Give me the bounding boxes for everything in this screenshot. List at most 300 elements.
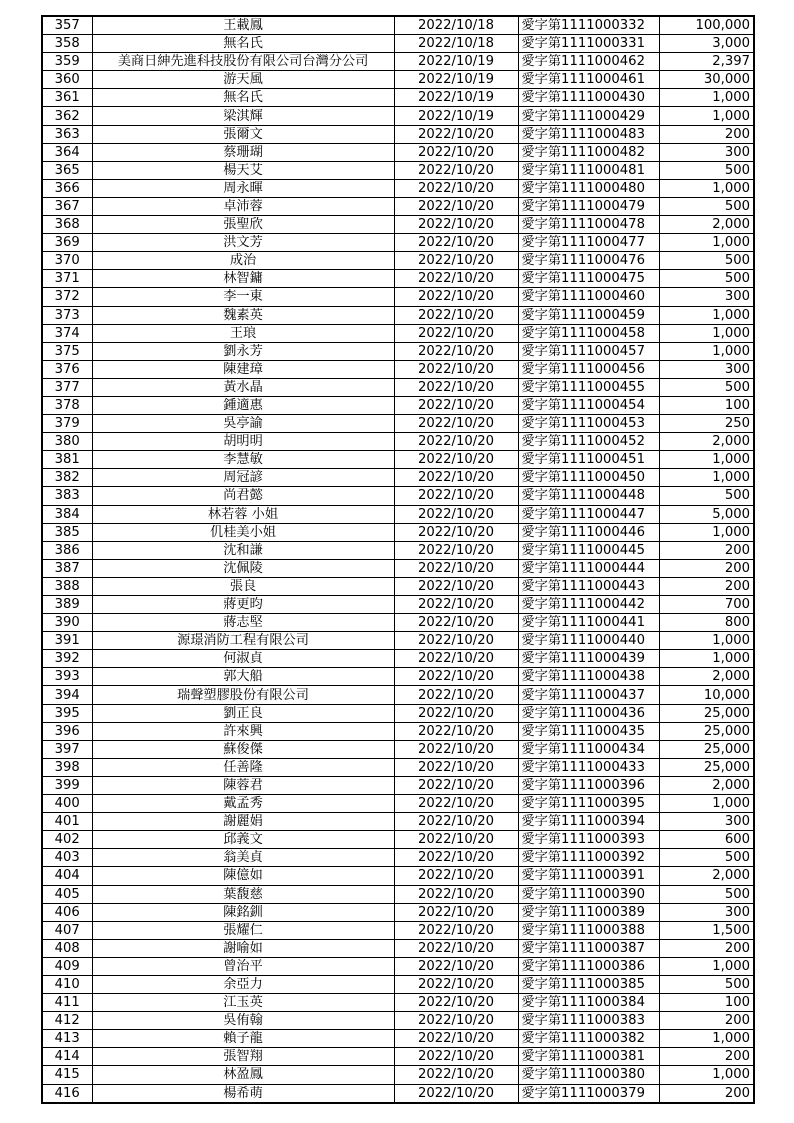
donor-name: 張良 — [92, 577, 394, 595]
receipt-number: 愛字第1111000453 — [518, 415, 659, 433]
row-number: 384 — [42, 505, 92, 523]
table-row — [42, 252, 754, 270]
receipt-number: 愛字第1111000393 — [518, 831, 659, 849]
donation-amount: 500 — [659, 849, 754, 867]
row-number: 358 — [42, 35, 92, 53]
table-row — [42, 1012, 754, 1030]
donor-name: 魏素英 — [92, 306, 394, 324]
donation-amount: 1,000 — [659, 632, 754, 650]
receipt-number: 愛字第1111000455 — [518, 378, 659, 396]
donation-amount: 25,000 — [659, 722, 754, 740]
table-row — [42, 994, 754, 1012]
donor-name: 翁美貞 — [92, 849, 394, 867]
row-number: 387 — [42, 559, 92, 577]
donation-date: 2022/10/20 — [394, 795, 518, 813]
donation-date: 2022/10/20 — [394, 1048, 518, 1066]
donation-amount: 1,000 — [659, 795, 754, 813]
receipt-number: 愛字第1111000448 — [518, 487, 659, 505]
donor-name: 余亞力 — [92, 975, 394, 993]
donor-name: 周冠諺 — [92, 469, 394, 487]
donation-date: 2022/10/20 — [394, 161, 518, 179]
row-number: 374 — [42, 324, 92, 342]
row-number: 366 — [42, 179, 92, 197]
donation-amount: 200 — [659, 559, 754, 577]
row-number: 359 — [42, 53, 92, 71]
donation-date: 2022/10/20 — [394, 306, 518, 324]
donation-amount: 1,000 — [659, 957, 754, 975]
table-row — [42, 957, 754, 975]
donation-amount: 1,000 — [659, 89, 754, 107]
row-number: 407 — [42, 921, 92, 939]
receipt-number: 愛字第1111000475 — [518, 270, 659, 288]
donation-date: 2022/10/20 — [394, 758, 518, 776]
row-number: 410 — [42, 975, 92, 993]
donor-name: 謝麗娟 — [92, 813, 394, 831]
donation-amount: 200 — [659, 1048, 754, 1066]
donation-amount: 300 — [659, 288, 754, 306]
donation-amount: 1,000 — [659, 324, 754, 342]
receipt-number: 愛字第1111000457 — [518, 342, 659, 360]
table-row — [42, 53, 754, 71]
donation-date: 2022/10/20 — [394, 342, 518, 360]
donation-date: 2022/10/20 — [394, 451, 518, 469]
row-number: 411 — [42, 994, 92, 1012]
receipt-number: 愛字第1111000450 — [518, 469, 659, 487]
donor-name: 陳銘釧 — [92, 903, 394, 921]
row-number: 386 — [42, 541, 92, 559]
donation-amount: 300 — [659, 143, 754, 161]
donation-date: 2022/10/20 — [394, 1012, 518, 1030]
donation-amount: 200 — [659, 1012, 754, 1030]
donor-name: 源璟消防工程有限公司 — [92, 632, 394, 650]
donation-amount: 200 — [659, 125, 754, 143]
row-number: 393 — [42, 668, 92, 686]
donation-date: 2022/10/20 — [394, 143, 518, 161]
row-number: 367 — [42, 197, 92, 215]
row-number: 404 — [42, 867, 92, 885]
donation-date: 2022/10/20 — [394, 487, 518, 505]
donor-name: 陳建璋 — [92, 360, 394, 378]
donor-name: 胡明明 — [92, 433, 394, 451]
table-row — [42, 776, 754, 794]
donation-date: 2022/10/20 — [394, 505, 518, 523]
donation-amount: 25,000 — [659, 740, 754, 758]
row-number: 361 — [42, 89, 92, 107]
donation-amount: 500 — [659, 378, 754, 396]
donor-name: 無名氏 — [92, 89, 394, 107]
receipt-number: 愛字第1111000332 — [518, 16, 659, 35]
donation-amount: 250 — [659, 415, 754, 433]
donation-amount: 500 — [659, 270, 754, 288]
receipt-number: 愛字第1111000388 — [518, 921, 659, 939]
table-row — [42, 125, 754, 143]
row-number: 362 — [42, 107, 92, 125]
donor-name: 江玉英 — [92, 994, 394, 1012]
donation-amount: 1,000 — [659, 342, 754, 360]
receipt-number: 愛字第1111000430 — [518, 89, 659, 107]
table-row — [42, 1066, 754, 1084]
table-row — [42, 1084, 754, 1103]
donor-name: 林盈鳳 — [92, 1066, 394, 1084]
row-number: 357 — [42, 16, 92, 35]
receipt-number: 愛字第1111000381 — [518, 1048, 659, 1066]
receipt-number: 愛字第1111000387 — [518, 939, 659, 957]
donation-date: 2022/10/20 — [394, 469, 518, 487]
receipt-number: 愛字第1111000396 — [518, 776, 659, 794]
donor-name: 黃水晶 — [92, 378, 394, 396]
donation-amount: 25,000 — [659, 758, 754, 776]
table-row — [42, 849, 754, 867]
donation-amount: 500 — [659, 197, 754, 215]
receipt-number: 愛字第1111000389 — [518, 903, 659, 921]
table-row — [42, 577, 754, 595]
table-row — [42, 89, 754, 107]
table-row — [42, 35, 754, 53]
donation-amount: 200 — [659, 577, 754, 595]
receipt-number: 愛字第1111000482 — [518, 143, 659, 161]
row-number: 382 — [42, 469, 92, 487]
donation-amount: 800 — [659, 614, 754, 632]
donor-name: 賴子龍 — [92, 1030, 394, 1048]
donor-name: 尚君懿 — [92, 487, 394, 505]
receipt-number: 愛字第1111000440 — [518, 632, 659, 650]
table-row — [42, 234, 754, 252]
donation-amount: 1,000 — [659, 107, 754, 125]
table-row — [42, 415, 754, 433]
donor-name: 吳亭諭 — [92, 415, 394, 433]
donation-amount: 200 — [659, 1084, 754, 1103]
row-number: 383 — [42, 487, 92, 505]
receipt-number: 愛字第1111000382 — [518, 1030, 659, 1048]
receipt-number: 愛字第1111000395 — [518, 795, 659, 813]
receipt-number: 愛字第1111000386 — [518, 957, 659, 975]
row-number: 408 — [42, 939, 92, 957]
table-row — [42, 378, 754, 396]
row-number: 379 — [42, 415, 92, 433]
donation-date: 2022/10/20 — [394, 994, 518, 1012]
row-number: 371 — [42, 270, 92, 288]
donor-name: 美商日紳先進科技股份有限公司台灣分公司 — [92, 53, 394, 71]
donation-amount: 1,000 — [659, 523, 754, 541]
donation-date: 2022/10/20 — [394, 686, 518, 704]
donation-date: 2022/10/20 — [394, 867, 518, 885]
receipt-number: 愛字第1111000483 — [518, 125, 659, 143]
donor-name: 曾治平 — [92, 957, 394, 975]
row-number: 391 — [42, 632, 92, 650]
row-number: 385 — [42, 523, 92, 541]
donor-name: 李一東 — [92, 288, 394, 306]
donor-name: 葉馥慈 — [92, 885, 394, 903]
donation-amount: 2,000 — [659, 867, 754, 885]
donation-date: 2022/10/20 — [394, 378, 518, 396]
receipt-number: 愛字第1111000478 — [518, 216, 659, 234]
donation-amount: 200 — [659, 939, 754, 957]
donation-amount: 300 — [659, 903, 754, 921]
donation-date: 2022/10/20 — [394, 614, 518, 632]
donation-date: 2022/10/19 — [394, 107, 518, 125]
receipt-number: 愛字第1111000383 — [518, 1012, 659, 1030]
table-row — [42, 324, 754, 342]
donation-date: 2022/10/20 — [394, 650, 518, 668]
donation-amount: 2,000 — [659, 216, 754, 234]
table-row — [42, 704, 754, 722]
receipt-number: 愛字第1111000392 — [518, 849, 659, 867]
donation-date: 2022/10/20 — [394, 559, 518, 577]
row-number: 381 — [42, 451, 92, 469]
donation-amount: 2,397 — [659, 53, 754, 71]
donor-name: 蔣更昀 — [92, 596, 394, 614]
donor-name: 李慧敏 — [92, 451, 394, 469]
receipt-number: 愛字第1111000435 — [518, 722, 659, 740]
row-number: 370 — [42, 252, 92, 270]
donor-name: 張耀仁 — [92, 921, 394, 939]
table-row — [42, 342, 754, 360]
donation-date: 2022/10/20 — [394, 939, 518, 957]
donation-date: 2022/10/20 — [394, 704, 518, 722]
receipt-number: 愛字第1111000447 — [518, 505, 659, 523]
donor-name: 沈和謙 — [92, 541, 394, 559]
donation-amount: 1,000 — [659, 179, 754, 197]
donor-name: 陳億如 — [92, 867, 394, 885]
donor-name: 張爾文 — [92, 125, 394, 143]
receipt-number: 愛字第1111000451 — [518, 451, 659, 469]
row-number: 373 — [42, 306, 92, 324]
receipt-number: 愛字第1111000433 — [518, 758, 659, 776]
donor-name: 楊希萌 — [92, 1084, 394, 1103]
donation-amount: 500 — [659, 252, 754, 270]
donation-amount: 1,000 — [659, 306, 754, 324]
table-row — [42, 975, 754, 993]
table-row — [42, 614, 754, 632]
donor-name: 楊天艾 — [92, 161, 394, 179]
donation-date: 2022/10/19 — [394, 71, 518, 89]
donor-name: 林智鏞 — [92, 270, 394, 288]
table-row — [42, 143, 754, 161]
donation-date: 2022/10/20 — [394, 324, 518, 342]
receipt-number: 愛字第1111000452 — [518, 433, 659, 451]
donation-amount: 3,000 — [659, 35, 754, 53]
table-row — [42, 107, 754, 125]
row-number: 377 — [42, 378, 92, 396]
donation-amount: 1,000 — [659, 451, 754, 469]
receipt-number: 愛字第1111000454 — [518, 396, 659, 414]
row-number: 412 — [42, 1012, 92, 1030]
row-number: 398 — [42, 758, 92, 776]
row-number: 389 — [42, 596, 92, 614]
row-number: 394 — [42, 686, 92, 704]
donation-date: 2022/10/20 — [394, 722, 518, 740]
donation-date: 2022/10/20 — [394, 396, 518, 414]
donation-date: 2022/10/18 — [394, 35, 518, 53]
row-number: 365 — [42, 161, 92, 179]
table-row — [42, 1030, 754, 1048]
receipt-number: 愛字第1111000456 — [518, 360, 659, 378]
donor-name: 蔡珊瑚 — [92, 143, 394, 161]
receipt-number: 愛字第1111000446 — [518, 523, 659, 541]
donation-amount: 500 — [659, 487, 754, 505]
donation-amount: 500 — [659, 885, 754, 903]
receipt-number: 愛字第1111000390 — [518, 885, 659, 903]
donor-name: 蔣志堅 — [92, 614, 394, 632]
donor-name: 吳侑翰 — [92, 1012, 394, 1030]
donation-amount: 500 — [659, 161, 754, 179]
receipt-number: 愛字第1111000477 — [518, 234, 659, 252]
donation-amount: 300 — [659, 360, 754, 378]
donor-name: 梁淇輝 — [92, 107, 394, 125]
receipt-number: 愛字第1111000441 — [518, 614, 659, 632]
receipt-number: 愛字第1111000443 — [518, 577, 659, 595]
table-row — [42, 541, 754, 559]
donation-amount: 1,500 — [659, 921, 754, 939]
table-row — [42, 396, 754, 414]
donation-date: 2022/10/20 — [394, 541, 518, 559]
donation-amount: 2,000 — [659, 668, 754, 686]
table-row — [42, 505, 754, 523]
donation-date: 2022/10/19 — [394, 53, 518, 71]
donor-name: 卓沛蓉 — [92, 197, 394, 215]
donor-name: 任善隆 — [92, 758, 394, 776]
donor-name: 郭大船 — [92, 668, 394, 686]
receipt-number: 愛字第1111000460 — [518, 288, 659, 306]
donation-date: 2022/10/20 — [394, 577, 518, 595]
row-number: 399 — [42, 776, 92, 794]
row-number: 364 — [42, 143, 92, 161]
table-row — [42, 161, 754, 179]
donor-name: 沈佩陵 — [92, 559, 394, 577]
row-number: 416 — [42, 1084, 92, 1103]
receipt-number: 愛字第1111000380 — [518, 1066, 659, 1084]
row-number: 400 — [42, 795, 92, 813]
donation-date: 2022/10/20 — [394, 252, 518, 270]
donation-amount: 1,000 — [659, 234, 754, 252]
row-number: 360 — [42, 71, 92, 89]
table-row — [42, 469, 754, 487]
donor-name: 謝喻如 — [92, 939, 394, 957]
donor-name: 劉永芳 — [92, 342, 394, 360]
donation-date: 2022/10/20 — [394, 776, 518, 794]
table-row — [42, 885, 754, 903]
donor-name: 鍾適惠 — [92, 396, 394, 414]
donation-amount: 5,000 — [659, 505, 754, 523]
donation-amount: 100 — [659, 396, 754, 414]
row-number: 369 — [42, 234, 92, 252]
donor-name: 何淑貞 — [92, 650, 394, 668]
row-number: 414 — [42, 1048, 92, 1066]
row-number: 372 — [42, 288, 92, 306]
donor-name: 仉桂美小姐 — [92, 523, 394, 541]
receipt-number: 愛字第1111000479 — [518, 197, 659, 215]
donation-amount: 1,000 — [659, 1066, 754, 1084]
table-row — [42, 270, 754, 288]
table-row — [42, 179, 754, 197]
donation-date: 2022/10/20 — [394, 596, 518, 614]
row-number: 397 — [42, 740, 92, 758]
row-number: 378 — [42, 396, 92, 414]
table-row — [42, 451, 754, 469]
donor-name: 戴孟秀 — [92, 795, 394, 813]
receipt-number: 愛字第1111000445 — [518, 541, 659, 559]
receipt-number: 愛字第1111000391 — [518, 867, 659, 885]
row-number: 406 — [42, 903, 92, 921]
table-row — [42, 867, 754, 885]
receipt-number: 愛字第1111000385 — [518, 975, 659, 993]
row-number: 380 — [42, 433, 92, 451]
table-row — [42, 433, 754, 451]
table-row — [42, 216, 754, 234]
donation-date: 2022/10/20 — [394, 270, 518, 288]
row-number: 405 — [42, 885, 92, 903]
table-row — [42, 722, 754, 740]
row-number: 388 — [42, 577, 92, 595]
table-row — [42, 903, 754, 921]
donation-date: 2022/10/20 — [394, 668, 518, 686]
receipt-number: 愛字第1111000437 — [518, 686, 659, 704]
receipt-number: 愛字第1111000436 — [518, 704, 659, 722]
donation-date: 2022/10/20 — [394, 197, 518, 215]
donor-name: 王琅 — [92, 324, 394, 342]
table-row — [42, 686, 754, 704]
donation-date: 2022/10/20 — [394, 1030, 518, 1048]
donation-date: 2022/10/20 — [394, 216, 518, 234]
donation-date: 2022/10/20 — [394, 975, 518, 993]
row-number: 395 — [42, 704, 92, 722]
donor-name: 劉正良 — [92, 704, 394, 722]
table-row — [42, 487, 754, 505]
receipt-number: 愛字第1111000480 — [518, 179, 659, 197]
donation-date: 2022/10/19 — [394, 89, 518, 107]
donation-date: 2022/10/20 — [394, 1084, 518, 1103]
donation-date: 2022/10/20 — [394, 415, 518, 433]
table-row — [42, 921, 754, 939]
donation-amount: 2,000 — [659, 433, 754, 451]
receipt-number: 愛字第1111000438 — [518, 668, 659, 686]
donor-name: 瑞聲塑膠股份有限公司 — [92, 686, 394, 704]
donor-name: 成治 — [92, 252, 394, 270]
donation-amount: 100,000 — [659, 16, 754, 35]
table-row — [42, 288, 754, 306]
receipt-number: 愛字第1111000444 — [518, 559, 659, 577]
donor-name: 王載鳳 — [92, 16, 394, 35]
donor-name: 林若蓉 小姐 — [92, 505, 394, 523]
row-number: 392 — [42, 650, 92, 668]
donation-date: 2022/10/20 — [394, 433, 518, 451]
table-row — [42, 740, 754, 758]
donation-date: 2022/10/20 — [394, 179, 518, 197]
donation-amount: 1,000 — [659, 1030, 754, 1048]
row-number: 413 — [42, 1030, 92, 1048]
donation-ledger-table — [41, 15, 755, 1104]
table-row — [42, 668, 754, 686]
donation-date: 2022/10/20 — [394, 234, 518, 252]
donation-amount: 10,000 — [659, 686, 754, 704]
donation-date: 2022/10/18 — [394, 16, 518, 35]
receipt-number: 愛字第1111000462 — [518, 53, 659, 71]
receipt-number: 愛字第1111000442 — [518, 596, 659, 614]
donor-name: 無名氏 — [92, 35, 394, 53]
donation-amount: 30,000 — [659, 71, 754, 89]
table-row — [42, 795, 754, 813]
donation-date: 2022/10/20 — [394, 849, 518, 867]
donation-date: 2022/10/20 — [394, 831, 518, 849]
donation-amount: 2,000 — [659, 776, 754, 794]
table-row — [42, 16, 754, 35]
donation-date: 2022/10/20 — [394, 813, 518, 831]
row-number: 390 — [42, 614, 92, 632]
receipt-number: 愛字第1111000481 — [518, 161, 659, 179]
donation-amount: 500 — [659, 975, 754, 993]
row-number: 403 — [42, 849, 92, 867]
donation-amount: 200 — [659, 541, 754, 559]
